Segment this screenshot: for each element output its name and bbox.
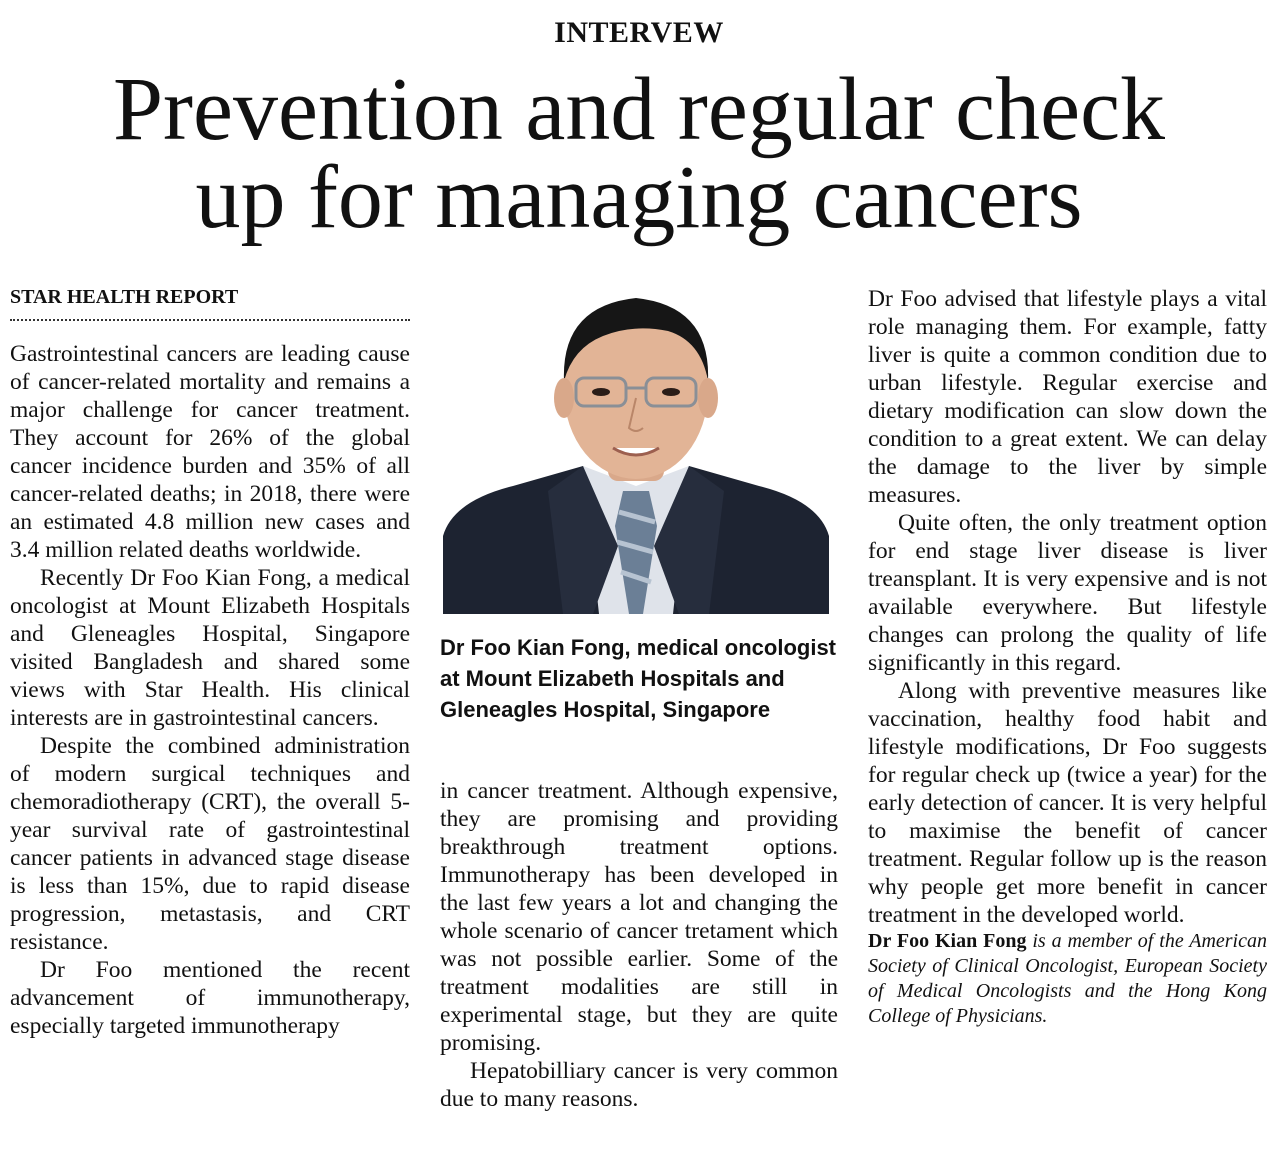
byline: STAR HEALTH REPORT xyxy=(10,286,410,321)
paragraph: Dr Foo mentioned the recent advancement of immunotherapy, especially targeted immunotherapy xyxy=(10,957,410,1039)
portrait-photo xyxy=(443,286,829,614)
bio-text: is a member of the American Society of Clinical Oncologist, European Society of Medical Oncologists and the Hong Kong College of Physicians. xyxy=(868,930,1267,1027)
portrait-illustration xyxy=(443,286,829,614)
paragraph: Along with preventive measures like vaccination, healthy food habit and lifestyle modifications, Dr Foo suggests for regular check up (twice a year) for the early detection of cancer. It is very helpful to maximise the benefit of cancer treatment. Regular follow up is the reason why people get more benefit in cancer treatment in the developed world. xyxy=(868,678,1267,928)
paragraph: Quite often, the only treatment option for end stage liver disease is liver treansplant. It is very expensive and is not available everywhere. But lifestyle changes can prolong the quality of life significantly in this regard. xyxy=(868,510,1267,676)
paragraph: Recently Dr Foo Kian Fong, a medical oncologist at Mount Elizabeth Hospitals and Gleneagles Hospital, Singapore visited Bangladesh and shared some views with Star Health. His clinical interests are in gastrointestinal cancers. xyxy=(10,565,410,731)
middle-column xyxy=(440,777,838,1113)
author-bio xyxy=(868,929,1267,1029)
paragraph: Gastrointestinal cancers are leading cause of cancer-related mortality and remains a major challenge for cancer treatment. They account for 26% of the global cancer incidence burden and 35% of all cancer-related deaths; in 2018, there were an estimated 4.8 million new cases and 3.4 million related deaths worldwide. xyxy=(10,341,410,563)
headline-line-2: up for managing cancers xyxy=(195,148,1083,247)
headline xyxy=(0,60,1278,247)
right-column xyxy=(868,285,1267,1029)
section-kicker: INTERVEW xyxy=(554,16,724,49)
bio-name: Dr Foo Kian Fong xyxy=(868,930,1027,952)
paragraph: in cancer treatment. Although expensive, they are promising and providing breakthrough treatment options. Immunotherapy has been developed in the last few years a lot and changing the whole scenario of cancer tretament which was not possible earlier. Some of the treatment modalities are still in experimental stage, but they are quite promising. xyxy=(440,778,838,1056)
headline-line-1: Prevention and regular check xyxy=(112,60,1166,159)
left-column xyxy=(10,340,410,1040)
paragraph: Dr Foo advised that lifestyle plays a vital role managing them. For example, fatty liver is quite a common condition due to urban lifestyle. Regular exercise and dietary modification can slow down the condition to a great extent. We can delay the damage to the liver by simple measures. xyxy=(868,286,1267,508)
paragraph: Hepatobilliary cancer is very common due to many reasons. xyxy=(440,1058,838,1112)
paragraph: Despite the combined administration of modern surgical techniques and chemoradiotherapy (CRT), the overall 5-year survival rate of gastrointestinal cancer patients in advanced stage disease is less than 15%, due to rapid disease progression, metastasis, and CRT resistance. xyxy=(10,733,410,955)
photo-caption: Dr Foo Kian Fong, medical oncologist at Mount Elizabeth Hospitals and Gleneagles Hospital, Singapore xyxy=(440,635,837,722)
